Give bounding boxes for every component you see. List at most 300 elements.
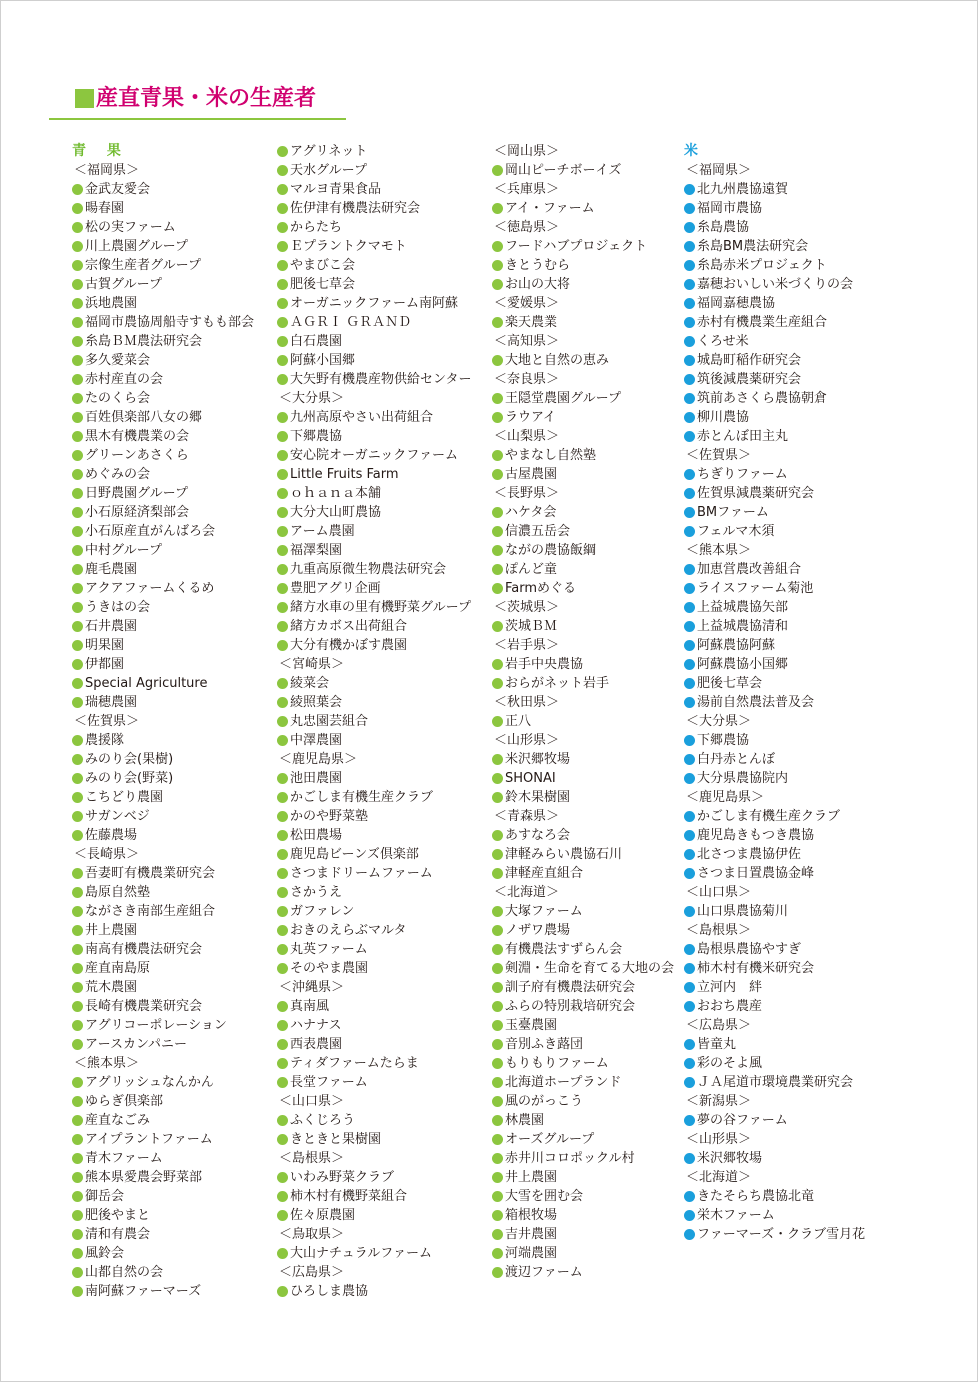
producer-name: 御岳会 [85,1189,125,1204]
producer-item [72,1225,254,1244]
producer-name: 夢の谷ファーム [697,1113,788,1128]
producer-item [277,1035,471,1054]
bullet-dot-icon [492,906,503,917]
bullet-dot-icon [684,203,695,214]
bullet-dot-icon [492,1210,503,1221]
producer-item [684,1149,865,1168]
bullet-dot-icon [72,1077,83,1088]
producer-name: 津軽みらい農協石川 [505,847,623,862]
producer-name: フェルマ木須 [697,524,775,539]
producer-item [492,655,674,674]
producer-item [492,1168,674,1187]
producer-name: 佐伊津有機農法研究会 [290,201,421,216]
producer-name: 瑞穂農園 [85,695,138,710]
producer-name: 立河内 絆 [697,980,763,995]
producer-item [277,161,471,180]
bullet-dot-icon [72,621,83,632]
producer-item [492,408,674,427]
producer-name: 林農園 [505,1113,545,1128]
prefecture-label: ＜山形県＞ [686,1132,752,1147]
producer-name: 宗像生産者グループ [85,258,201,273]
bullet-dot-icon [684,963,695,974]
producer-name: めぐみの会 [85,467,151,482]
bullet-dot-icon [684,754,695,765]
bullet-dot-icon [492,507,503,518]
producer-item [684,484,865,503]
producer-name: 筑前あさくら農協朝倉 [697,391,828,406]
producer-item [684,1111,865,1130]
prefecture-label: ＜鹿児島県＞ [279,752,358,767]
producer-name: ファーマーズ・クラブ雪月花 [697,1227,866,1242]
producer-name: 下郷農協 [290,429,343,444]
bullet-dot-icon [277,279,288,290]
bullet-dot-icon [684,260,695,271]
producer-name: 長崎有機農業研究会 [85,999,203,1014]
producer-name: 箱根牧場 [505,1208,558,1223]
bullet-dot-icon [684,640,695,651]
producer-item [492,237,674,256]
producer-item [492,465,674,484]
producer-item [72,617,254,636]
bullet-dot-icon [684,811,695,822]
bullet-dot-icon [492,203,503,214]
producer-item [277,256,471,275]
producer-name: 九州高原やさい出荷組合 [290,410,434,425]
producer-item [277,237,471,256]
producer-item [684,864,865,883]
bullet-dot-icon [72,1172,83,1183]
producer-name: 栄木ファーム [697,1208,775,1223]
producer-name: 佐賀県減農薬研究会 [697,486,815,501]
producer-name: 南阿蘇ファーマーズ [85,1284,202,1299]
producer-item [492,560,674,579]
producer-item [277,921,471,940]
producer-item [277,351,471,370]
producer-item [277,427,471,446]
bullet-dot-icon [277,830,288,841]
bullet-dot-icon [72,488,83,499]
bullet-dot-icon [72,526,83,537]
prefecture-label: ＜島根県＞ [279,1151,345,1166]
producer-item [72,332,254,351]
producer-item [72,427,254,446]
producer-name: 福澤梨園 [290,543,343,558]
producer-name: アグリネット [290,144,368,159]
bullet-dot-icon [492,1267,503,1278]
bullet-dot-icon [684,355,695,366]
producer-name: 米沢郷牧場 [505,752,571,767]
producer-name: ぽんど童 [505,562,558,577]
producer-name: 北九州農協遠賀 [697,182,789,197]
bullet-dot-icon [277,1001,288,1012]
producer-item [72,180,254,199]
prefecture-label: ＜徳島県＞ [494,220,560,235]
bullet-dot-icon [277,241,288,252]
prefecture-label: ＜福岡県＞ [74,163,140,178]
producer-name: 鹿児島ビーンズ倶楽部 [290,847,419,862]
bullet-dot-icon [492,659,503,670]
producer-item [684,294,865,313]
producer-name: 皆童丸 [697,1037,737,1052]
producer-name: ライスファーム菊池 [697,581,814,596]
producer-name: 津軽産直組合 [505,866,584,881]
producer-name: ゆらぎ倶楽部 [85,1094,164,1109]
producer-item [684,826,865,845]
bullet-dot-icon [72,773,83,784]
bullet-dot-icon [277,1210,288,1221]
bullet-dot-icon [277,355,288,366]
producer-name: 井上農園 [85,923,138,938]
bullet-dot-icon [684,469,695,480]
bullet-dot-icon [277,431,288,442]
producer-name: 大分県農協院内 [697,771,789,786]
producer-name: 岩手中央農協 [505,657,584,672]
bullet-dot-icon [72,260,83,271]
producer-name: さつまドリームファーム [290,866,433,881]
producer-item [277,788,471,807]
bullet-dot-icon [684,431,695,442]
bullet-dot-icon [72,944,83,955]
producer-item [492,788,674,807]
producer-name: 松田農場 [290,828,343,843]
bullet-dot-icon [72,754,83,765]
bullet-dot-icon [277,773,288,784]
bullet-dot-icon [277,1248,288,1259]
prefecture-label: ＜新潟県＞ [686,1094,752,1109]
producer-name: オーガニックファーム南阿蘇 [290,296,458,311]
producer-name: かのや野菜塾 [290,809,369,824]
bullet-dot-icon [277,222,288,233]
producer-name: 肥後やまと [85,1208,151,1223]
producer-item [684,769,865,788]
producer-item [72,408,254,427]
producer-name: 糸島BM農法研究会 [697,239,809,254]
bullet-dot-icon [277,735,288,746]
producer-item [684,275,865,294]
bullet-dot-icon [72,1039,83,1050]
bullet-dot-icon [72,564,83,575]
prefecture-label: ＜山口県＞ [279,1094,345,1109]
bullet-dot-icon [684,564,695,575]
producer-name: ティダファームたらま [290,1056,419,1071]
green-square-icon [75,89,94,108]
producer-name: 肥後七草会 [697,676,763,691]
producer-item [684,1073,865,1092]
bullet-dot-icon [492,260,503,271]
producer-item [684,351,865,370]
bullet-dot-icon [492,165,503,176]
producer-item [277,731,471,750]
producer-item [492,1016,674,1035]
producer-name: 肥後七草会 [290,277,356,292]
bullet-dot-icon [684,982,695,993]
category-heading: 米 [684,143,698,159]
producer-item [72,997,254,1016]
bullet-dot-icon [72,583,83,594]
bullet-dot-icon [277,678,288,689]
prefecture-label: ＜広島県＞ [279,1265,345,1280]
bullet-dot-icon [684,849,695,860]
producer-item [72,237,254,256]
bullet-dot-icon [72,1096,83,1107]
producer-item [72,218,254,237]
producer-item [72,1149,254,1168]
producer-item [72,1206,254,1225]
bullet-dot-icon [277,602,288,613]
producer-name: かごしま有機生産クラブ [290,790,434,805]
producer-name: さかうえ [290,885,343,900]
bullet-dot-icon [492,678,503,689]
producer-name: 大矢野有機農産物供給センター [290,372,472,387]
producer-item [492,256,674,275]
header-underline [49,118,346,120]
bullet-dot-icon [72,279,83,290]
bullet-dot-icon [72,659,83,670]
producer-name: 渡辺ファーム [505,1265,583,1280]
bullet-dot-icon [492,754,503,765]
producer-item [72,674,254,693]
producer-item [277,826,471,845]
producer-item [277,541,471,560]
section-header [49,85,346,121]
producer-item [684,1206,865,1225]
producer-name: 松の実ファーム [85,220,176,235]
producer-item [492,446,674,465]
producer-item [72,1282,254,1301]
producer-item [684,750,865,769]
producer-name: 山口県農協菊川 [697,904,789,919]
producer-item [72,199,254,218]
producer-item [72,788,254,807]
producer-name: 池田農園 [290,771,343,786]
category-heading: 青 果 [72,143,129,159]
prefecture-label: ＜高知県＞ [494,334,560,349]
bullet-dot-icon [72,640,83,651]
producer-item [684,427,865,446]
prefecture-label: ＜鹿児島県＞ [686,790,765,805]
producer-item [492,351,674,370]
prefecture-label: ＜岩手県＞ [494,638,560,653]
bullet-dot-icon [492,1229,503,1240]
bullet-dot-icon [492,621,503,632]
producer-name: 中澤農園 [290,733,343,748]
producer-item [492,978,674,997]
bullet-dot-icon [277,925,288,936]
producer-item [277,883,471,902]
producer-name: 加恵営農改善組合 [697,562,802,577]
bullet-dot-icon [684,184,695,195]
producer-name: フードハブプロジェクト [505,239,648,254]
producer-item [684,845,865,864]
producer-name: サガンベジ [85,809,150,824]
producer-item [684,332,865,351]
producer-name: たのくら会 [85,391,151,406]
bullet-dot-icon [684,697,695,708]
producer-item [684,1054,865,1073]
producer-name: 正八 [505,714,532,729]
bullet-dot-icon [72,1020,83,1031]
prefecture-label: ＜岡山県＞ [494,144,560,159]
producer-name: 糸島赤米プロジェクト [697,258,827,273]
producer-name: 荒木農園 [85,980,138,995]
prefecture-label: ＜大分県＞ [279,391,345,406]
prefecture-label: ＜茨城県＞ [494,600,560,615]
producer-name: 黒木有機農業の会 [85,429,190,444]
producer-name: 信濃五岳会 [505,524,571,539]
producer-item [492,275,674,294]
producer-name: 阿蘇農協阿蘇 [697,638,776,653]
prefecture-label: ＜佐賀県＞ [686,448,752,463]
bullet-dot-icon [72,545,83,556]
producer-item [72,883,254,902]
bullet-dot-icon [684,678,695,689]
bullet-dot-icon [72,393,83,404]
producer-item [72,1263,254,1282]
producer-name: Special Agriculture [85,676,208,691]
bullet-dot-icon [684,906,695,917]
producer-name: ふくじろう [290,1113,356,1128]
producer-item [684,693,865,712]
page-title: 産直青果・米の生産者 [96,86,317,111]
bullet-dot-icon [277,1039,288,1050]
producer-item [684,1035,865,1054]
producer-item [492,389,674,408]
producer-item [72,446,254,465]
producer-name: 綾菜会 [290,676,330,691]
bullet-dot-icon [492,830,503,841]
producer-name: 島根県農協やすぎ [697,942,802,957]
producer-name: 小石原経済梨部会 [85,505,190,520]
producer-name: 中村グループ [85,543,162,558]
bullet-dot-icon [684,602,695,613]
producer-item [72,598,254,617]
producer-item [684,731,865,750]
producer-name: 彩のそよ風 [697,1056,763,1071]
producer-name: ノザワ農場 [505,923,571,938]
producer-name: 青木ファーム [85,1151,163,1166]
producer-name: 日野農園グループ [85,486,188,501]
prefecture-label: ＜広島県＞ [686,1018,752,1033]
producer-name: 九重高原微生物農法研究会 [290,562,447,577]
prefecture-label: ＜長崎県＞ [74,847,140,862]
bullet-dot-icon [684,1077,695,1088]
producer-item [684,256,865,275]
producer-item [492,1073,674,1092]
producer-item [277,693,471,712]
producer-item [492,940,674,959]
bullet-dot-icon [684,1191,695,1202]
producer-name: 風鈴会 [85,1246,125,1261]
producer-name: 河端農園 [505,1246,558,1261]
bullet-dot-icon [72,982,83,993]
producer-item [684,579,865,598]
bullet-dot-icon [72,1001,83,1012]
producer-item [72,959,254,978]
bullet-dot-icon [492,412,503,423]
producer-item [277,465,471,484]
producer-item [277,769,471,788]
producer-name: 長堂ファーム [290,1075,368,1090]
producer-name: 下郷農協 [697,733,750,748]
producer-item [277,294,471,313]
bullet-dot-icon [277,868,288,879]
producer-item [684,636,865,655]
producer-name: やまびこ会 [290,258,356,273]
producer-item [684,997,865,1016]
producer-name: うきはの会 [85,600,151,615]
producer-item [684,503,865,522]
producer-item [277,370,471,389]
producer-name: くろせ米 [697,334,749,349]
bullet-dot-icon [492,469,503,480]
producer-name: 吾妻町有機農業研究会 [85,866,216,881]
producer-item [277,275,471,294]
producer-name: からたち [290,220,343,235]
producer-item [492,1035,674,1054]
bullet-dot-icon [277,1134,288,1145]
bullet-dot-icon [277,488,288,499]
producer-name: 百姓倶楽部八女の郷 [85,410,203,425]
column-3 [492,142,674,1282]
producer-name: SHONAI [505,771,556,786]
producer-item [72,1035,254,1054]
producer-name: おきのえらぶマルタ [290,923,407,938]
producer-item [277,997,471,1016]
producer-name: 玉臺農園 [505,1018,558,1033]
producer-item [684,978,865,997]
bullet-dot-icon [684,374,695,385]
producer-item [277,807,471,826]
bullet-dot-icon [277,412,288,423]
producer-name: 井上農園 [505,1170,558,1185]
producer-item [72,750,254,769]
producer-item [684,598,865,617]
producer-item [684,389,865,408]
producer-name: 真南風 [290,999,330,1014]
bullet-dot-icon [492,944,503,955]
producer-name: Ｅプラントクマモト [290,239,407,254]
producer-item [72,351,254,370]
producer-item [72,921,254,940]
bullet-dot-icon [72,374,83,385]
producer-item [277,902,471,921]
producer-item [72,522,254,541]
producer-name: あすなろ会 [505,828,571,843]
prefecture-label: ＜秋田県＞ [494,695,560,710]
bullet-dot-icon [492,1096,503,1107]
producer-name: アイプラントファーム [85,1132,213,1147]
bullet-dot-icon [277,469,288,480]
producer-item [72,484,254,503]
producer-item [277,1187,471,1206]
producer-item [277,864,471,883]
bullet-dot-icon [72,925,83,936]
bullet-dot-icon [492,925,503,936]
bullet-dot-icon [684,1153,695,1164]
producer-item [277,959,471,978]
producer-name: 鹿児島きもつき農協 [697,828,815,843]
producer-item [492,503,674,522]
producer-item [492,1111,674,1130]
producer-name: 湯前自然農法普及会 [697,695,815,710]
producer-item [492,750,674,769]
bullet-dot-icon [72,412,83,423]
producer-name: 訓子府有機農法研究会 [505,980,636,995]
producer-name: 丸忠園芸組合 [290,714,369,729]
producer-name: 白石農園 [290,334,343,349]
bullet-dot-icon [492,1058,503,1069]
producer-item [277,1016,471,1035]
